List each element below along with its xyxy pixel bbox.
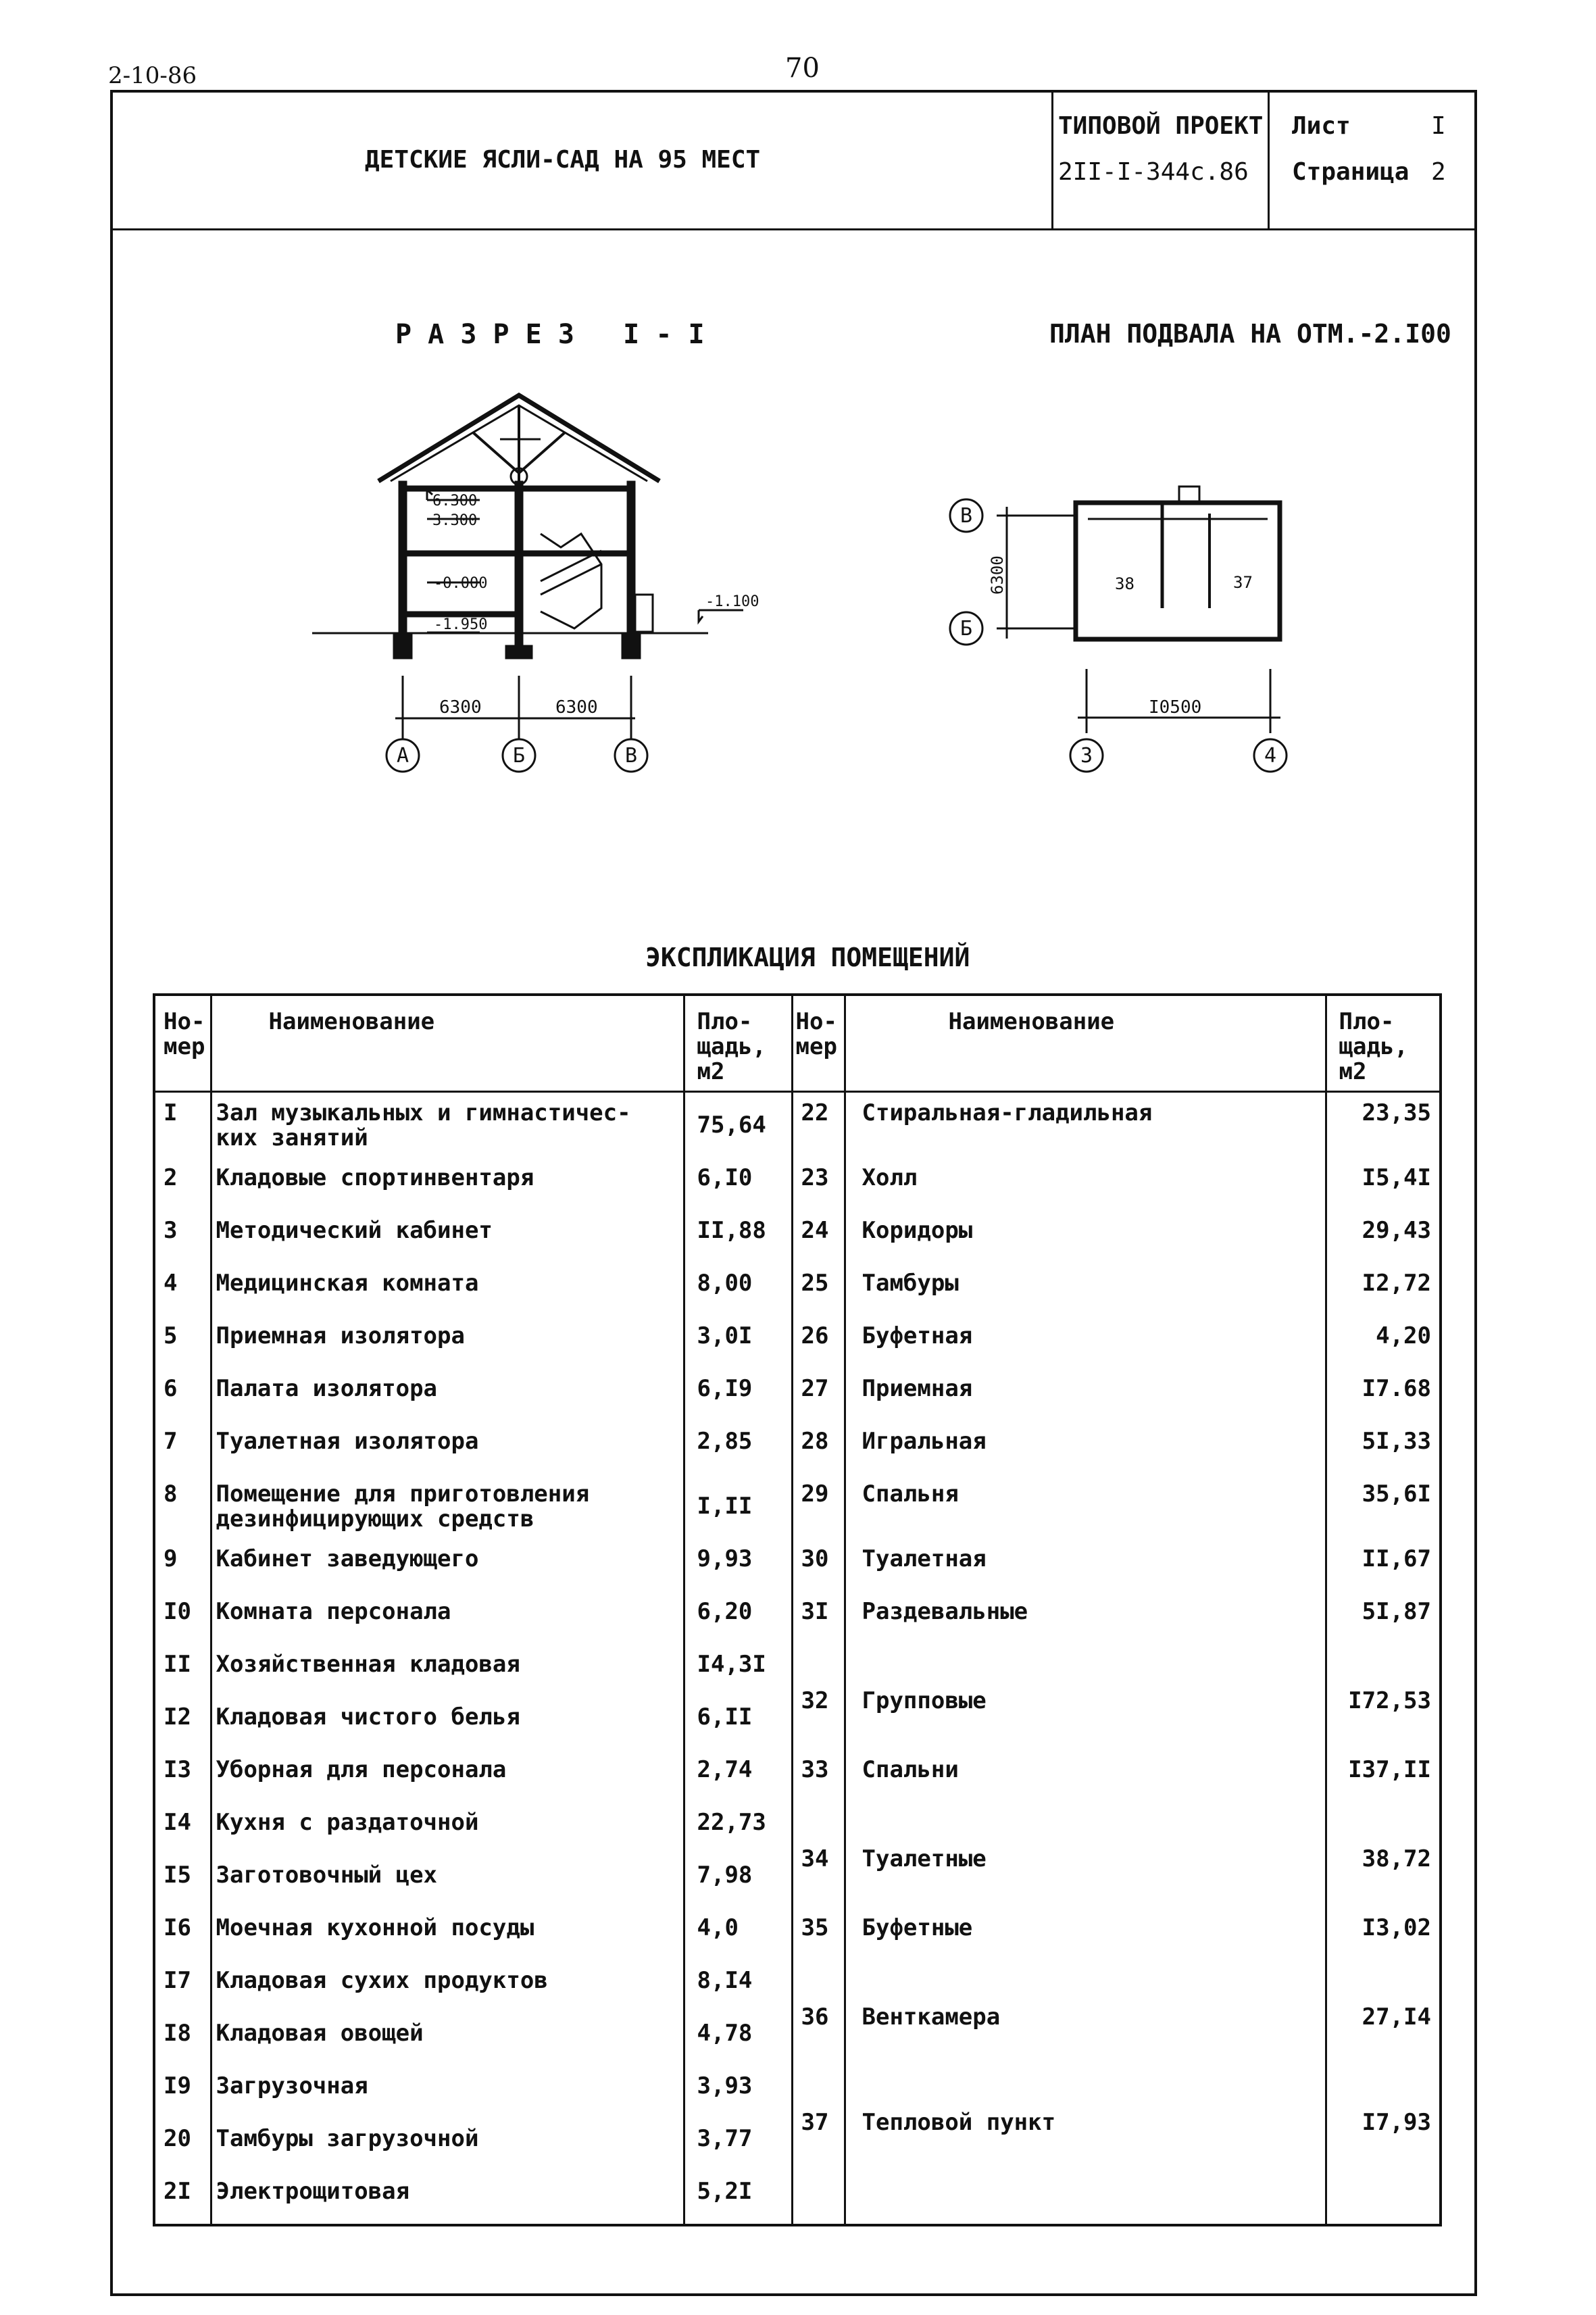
room-number: 4 [154,1263,211,1316]
room-area: 8,I4 [684,1960,792,2013]
room-area: I2,72 [1326,1263,1441,1316]
room-name: Коридоры [845,1210,1326,1263]
table-row [154,1158,1441,1210]
room-name: Туалетные [845,1802,1326,1908]
room-area: I3,02 [1326,1908,1441,1960]
basement-plan [950,487,1287,772]
room-name-cell [211,1697,684,1749]
empty-cell [845,2224,1326,2225]
basement-outline [1076,503,1280,639]
axis-label: В [959,504,973,528]
room-number: 9 [154,1539,211,1591]
room-name-cell [211,1210,684,1263]
room-name: Электрощитовая [216,2178,410,2205]
room-area: 35,6I [1326,1474,1441,1539]
axis-label: 3 [1080,744,1093,768]
room-name: Буфетная [845,1316,1326,1368]
room-name-cell [211,1316,684,1368]
room-number: I [154,1092,211,1158]
table-row [154,2066,1441,2118]
room-label: 38 [1115,574,1134,593]
room-number: 34 [792,1802,845,1908]
page-number: 70 [785,53,820,84]
room-number: 6 [154,1368,211,1421]
room-number: 35 [792,1908,845,1960]
room-area: 3,93 [684,2066,792,2118]
room-name: Зал музыкальных и гимнастичес- [216,1099,631,1126]
empty-cell [792,2171,845,2224]
wall [627,481,635,658]
table-row [154,1210,1441,1263]
room-name-cell [211,1908,684,1960]
room-name-cell [211,2171,684,2224]
room-number: 3I [792,1591,845,1644]
room-label: 37 [1233,573,1253,592]
table-body [154,1092,1441,2226]
room-name: Приемная [845,1368,1326,1421]
section-drawing [312,395,743,772]
room-name: Спальни [845,1749,1326,1802]
room-name: Хозяйственная кладовая [216,1651,520,1678]
room-name: Тамбуры [845,1263,1326,1316]
room-area: 4,78 [684,2013,792,2066]
explication-title: ЭКСПЛИКАЦИЯ ПОМЕЩЕНИЙ [645,943,970,972]
room-name: Буфетные [845,1908,1326,1960]
room-name-cell [211,2118,684,2171]
room-number: I6 [154,1908,211,1960]
room-name: Кладовые спортинвентаря [216,1164,534,1191]
header-area-cell [1326,995,1441,1092]
room-name: Холл [845,1158,1326,1210]
empty-cell [1326,2224,1441,2225]
room-number: 33 [792,1749,845,1802]
header-name: Наименование [845,995,1326,1092]
empty-cell [211,2224,684,2225]
level-label: 3.300 [432,512,478,529]
table-row [154,1263,1441,1316]
room-name-cell [211,1263,684,1316]
room-number: 7 [154,1421,211,1474]
room-number: 22 [792,1092,845,1158]
level-label: -1.100 [705,593,759,610]
sheet-label: Лист [1292,112,1351,140]
stair [541,564,601,595]
room-name-cell [211,1644,684,1697]
room-name: Кабинет заведующего [216,1545,479,1572]
level-label: -0.000 [434,575,488,592]
room-name: Стиральная-гладильная [845,1092,1326,1158]
sheet-value: I [1431,112,1446,140]
room-area: I,II [684,1474,792,1539]
room-name: дезинфицирующих средств [216,1505,534,1533]
header-name: Наименование [211,995,684,1092]
room-area: 2,74 [684,1749,792,1802]
room-number: 24 [792,1210,845,1263]
room-name-cell [211,1421,684,1474]
empty-cell [845,2171,1326,2224]
room-area: 38,72 [1326,1802,1441,1908]
dimension-label: 6300 [555,697,598,718]
room-number: I2 [154,1697,211,1749]
room-name: Моечная кухонной посуды [216,1914,534,1941]
room-area: 22,73 [684,1802,792,1855]
room-area: 29,43 [1326,1210,1441,1263]
room-name: Туалетная изолятора [216,1428,479,1455]
room-name: Палата изолятора [216,1375,438,1402]
header-num: Но- [795,1008,837,1035]
room-area: 8,00 [684,1263,792,1316]
room-number: I0 [154,1591,211,1644]
header-num: Но- [164,1008,205,1035]
room-name: Венткамера [845,1960,1326,2066]
room-name: Спальня [845,1474,1326,1539]
header-num-cell [154,995,211,1092]
room-number: I4 [154,1802,211,1855]
table-row [154,1644,1441,1697]
room-name: Кладовая чистого белья [216,1703,520,1731]
room-number: 2 [154,1158,211,1210]
project-label: ТИПОВОЙ ПРОЕКТ [1058,112,1264,140]
wall [399,481,407,658]
room-area: I5,4I [1326,1158,1441,1210]
room-area: 6,I9 [684,1368,792,1421]
section-title: Р А З Р Е З I - I [395,319,705,350]
room-area: I4,3I [684,1644,792,1697]
room-area: 5,2I [684,2171,792,2224]
room-name: Групповые [845,1644,1326,1749]
room-area: II,67 [1326,1539,1441,1591]
room-area: I7.68 [1326,1368,1441,1421]
basement-title: ПЛАН ПОДВАЛА НА ОТМ.-2.I00 [1049,319,1451,349]
table-row [154,1092,1441,1158]
room-area: I72,53 [1326,1644,1441,1749]
room-name: Комната персонала [216,1598,451,1625]
header-area-cell [684,995,792,1092]
table-row [154,1591,1441,1644]
header-area: Пло- [1339,1008,1395,1035]
room-number: 8 [154,1474,211,1539]
dimension-label: 6300 [439,697,482,718]
room-number: 25 [792,1263,845,1316]
room-name-cell [211,1749,684,1802]
room-name-cell [211,1474,684,1539]
room-number: II [154,1644,211,1697]
axis-label: Б [512,744,526,768]
room-name-cell [211,1092,684,1158]
room-name: Медицинская комната [216,1270,479,1297]
room-number: 5 [154,1316,211,1368]
foundation [505,645,532,659]
page-value: 2 [1431,158,1446,186]
room-area: 4,0 [684,1908,792,1960]
room-name: Тамбуры загрузочной [216,2125,479,2152]
room-area: I7,93 [1326,2066,1441,2171]
room-number: 37 [792,2066,845,2171]
room-name: Уборная для персонала [216,1756,507,1783]
room-name: Тепловой пункт [845,2066,1326,2171]
header-num: мер [164,1033,205,1060]
room-area: II,88 [684,1210,792,1263]
room-number: 28 [792,1421,845,1474]
header-area: м2 [1339,1058,1367,1085]
room-area: 2,85 [684,1421,792,1474]
room-name: Кладовая овощей [216,2020,424,2047]
room-name-cell [211,1855,684,1908]
room-number: 2I [154,2171,211,2224]
room-area: 5I,33 [1326,1421,1441,1474]
room-name-cell [211,1158,684,1210]
foundation [393,633,412,659]
room-name-cell [211,1591,684,1644]
floor-slab [399,486,635,491]
room-area: 75,64 [684,1092,792,1158]
stair [541,534,601,628]
room-name: Кладовая сухих продуктов [216,1967,548,1994]
table-row [154,1316,1441,1368]
room-number: 36 [792,1960,845,2066]
room-name: Заготовочный цех [216,1862,438,1889]
room-number: 26 [792,1316,845,1368]
room-number: 27 [792,1368,845,1421]
room-number: I9 [154,2066,211,2118]
room-area: 3,77 [684,2118,792,2171]
room-area: 6,20 [684,1591,792,1644]
room-area: 4,20 [1326,1316,1441,1368]
room-name-cell [211,1802,684,1855]
header-area: м2 [697,1058,725,1085]
room-area: 9,93 [684,1539,792,1591]
room-name: Кухня с раздаточной [216,1809,479,1836]
axis-label: В [624,744,638,768]
table-row [154,1539,1441,1591]
wall [515,481,523,658]
header-area: щадь, [1339,1033,1408,1060]
page-label: Страница [1292,158,1410,186]
room-name: Раздевальные [845,1591,1326,1644]
room-area: 23,35 [1326,1092,1441,1158]
room-number: 20 [154,2118,211,2171]
header-area: Пло- [697,1008,753,1035]
room-name-cell [211,1539,684,1591]
level-marker [699,610,703,622]
explication-table [153,993,1442,2226]
room-number: 32 [792,1644,845,1749]
room-name: Загрузочная [216,2072,368,2099]
doc-code: 2-10-86 [108,62,197,89]
foundation [622,633,641,659]
room-number: I8 [154,2013,211,2066]
room-name-cell [211,1368,684,1421]
header-num: мер [795,1033,837,1060]
table-row [154,1368,1441,1421]
document-title: ДЕТСКИЕ ЯСЛИ-САД НА 95 МЕСТ [365,146,761,174]
room-number: I3 [154,1749,211,1802]
room-number: 23 [792,1158,845,1210]
room-area: 5I,87 [1326,1591,1441,1644]
table-row [154,1960,1441,2013]
room-name: Помещение для приготовления [216,1480,590,1508]
level-label: 6.300 [432,493,478,509]
room-name: Приемная изолятора [216,1322,465,1349]
room-name-cell [211,1960,684,2013]
room-area: 6,II [684,1697,792,1749]
axis-label: Б [959,617,973,641]
table-row [154,1802,1441,1855]
room-name: Игральная [845,1421,1326,1474]
table-header-row [154,995,1441,1092]
room-name: Методический кабинет [216,1217,493,1244]
room-number: 3 [154,1210,211,1263]
header-num-cell [792,995,845,1092]
table-spacer-row [154,2224,1441,2225]
section-labels [397,493,759,768]
room-area: 7,98 [684,1855,792,1908]
vent-shaft [1179,487,1199,503]
room-name: ких занятий [216,1124,368,1151]
table-row [154,1474,1441,1539]
room-name-cell [211,2066,684,2118]
room-number: 30 [792,1539,845,1591]
header-area: щадь, [697,1033,766,1060]
room-number: 29 [792,1474,845,1539]
room-name: Туалетная [845,1539,1326,1591]
empty-cell [1326,2171,1441,2224]
room-area: I37,II [1326,1749,1441,1802]
room-number: I5 [154,1855,211,1908]
room-area: 3,0I [684,1316,792,1368]
axis-label: 4 [1264,744,1277,768]
table-row [154,1421,1441,1474]
dimension-label: 6300 [988,555,1007,595]
room-area: 6,I0 [684,1158,792,1210]
dimension-label: I0500 [1149,697,1202,718]
empty-cell [684,2224,792,2225]
room-area: 27,I4 [1326,1960,1441,2066]
entrance-step [635,595,653,632]
drawings-svg [0,0,1596,811]
table-row [154,1749,1441,1802]
table-row [154,2171,1441,2224]
project-number: 2II-I-344с.86 [1058,158,1249,186]
room-name-cell [211,2013,684,2066]
level-label: -1.950 [434,616,488,633]
empty-cell [792,2224,845,2225]
room-number: I7 [154,1960,211,2013]
empty-cell [154,2224,211,2225]
table-row [154,1908,1441,1960]
axis-label: А [396,744,409,768]
